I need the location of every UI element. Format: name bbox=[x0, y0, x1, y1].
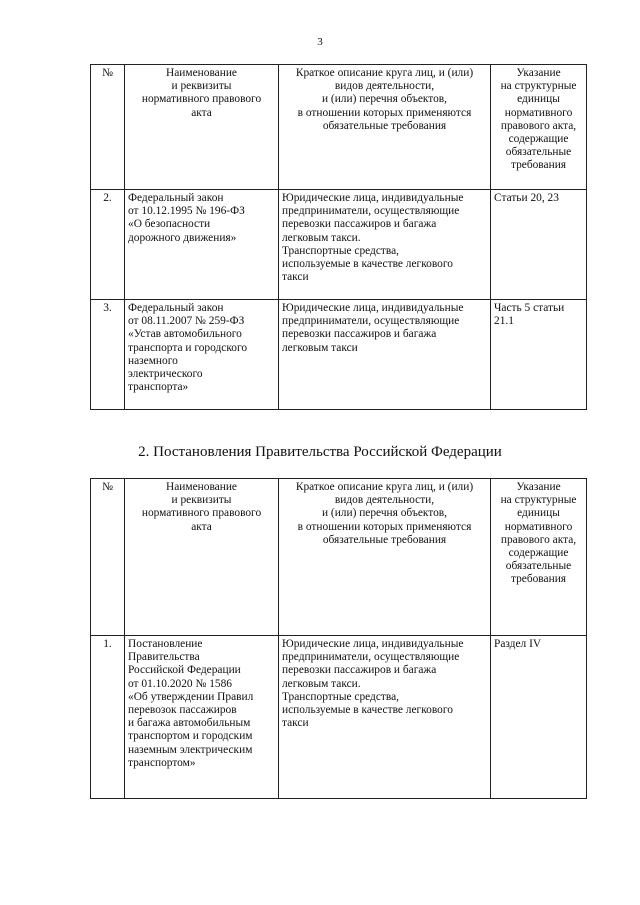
section-title: 2. Постановления Правительства Российской Федерации bbox=[138, 444, 502, 460]
header-units: Указание на структурные единицы нормативного правового акта, содержащие обязательные требования bbox=[491, 65, 587, 190]
row-description: Юридические лица, индивидуальные предприниматели, осуществляющие перевозки пассажиров и багажа легковым такси. Транспортные средства, используемые в качестве легкового такси bbox=[279, 190, 491, 300]
row-description: Юридические лица, индивидуальные предприниматели, осуществляющие перевозки пассажиров и багажа легковым такси. Транспортные средства, используемые в качестве легкового такси bbox=[279, 636, 491, 799]
table-row bbox=[91, 636, 587, 799]
row-num: 2. bbox=[91, 190, 125, 300]
table-row bbox=[91, 190, 587, 300]
header-num: № bbox=[91, 65, 125, 190]
row-name: Постановление Правительства Российской Федерации от 01.10.2020 № 1586 «Об утверждении Правил перевозок пассажиров и багажа автомобильным транспортом и городским наземным электрическим транспортом» bbox=[125, 636, 279, 799]
header-description: Краткое описание круга лиц, и (или) видов деятельности, и (или) перечня объектов, в отношении которых применяются обязательные требования bbox=[279, 479, 491, 636]
row-num: 3. bbox=[91, 300, 125, 410]
row-description: Юридические лица, индивидуальные предприниматели, осуществляющие перевозки пассажиров и багажа легковым такси bbox=[279, 300, 491, 410]
header-name: Наименование и реквизиты нормативного правового акта bbox=[125, 65, 279, 190]
row-units: Статьи 20, 23 bbox=[491, 190, 587, 300]
header-units: Указание на структурные единицы нормативного правового акта, содержащие обязательные требования bbox=[491, 479, 587, 636]
row-num: 1. bbox=[91, 636, 125, 799]
row-name: Федеральный закон от 08.11.2007 № 259-ФЗ «Устав автомобильного транспорта и городского наземного электрического транспорта» bbox=[125, 300, 279, 410]
government-decrees-table bbox=[90, 478, 587, 799]
header-name: Наименование и реквизиты нормативного правового акта bbox=[125, 479, 279, 636]
table-header-row bbox=[91, 65, 587, 190]
table-header-row bbox=[91, 479, 587, 636]
federal-laws-table bbox=[90, 64, 587, 410]
header-num: № bbox=[91, 479, 125, 636]
header-description: Краткое описание круга лиц, и (или) видов деятельности, и (или) перечня объектов, в отношении которых применяются обязательные требования bbox=[279, 65, 491, 190]
row-units: Раздел IV bbox=[491, 636, 587, 799]
table-row bbox=[91, 300, 587, 410]
page-number: 3 bbox=[317, 36, 323, 48]
row-name: Федеральный закон от 10.12.1995 № 196-ФЗ «О безопасности дорожного движения» bbox=[125, 190, 279, 300]
row-units: Часть 5 статьи 21.1 bbox=[491, 300, 587, 410]
